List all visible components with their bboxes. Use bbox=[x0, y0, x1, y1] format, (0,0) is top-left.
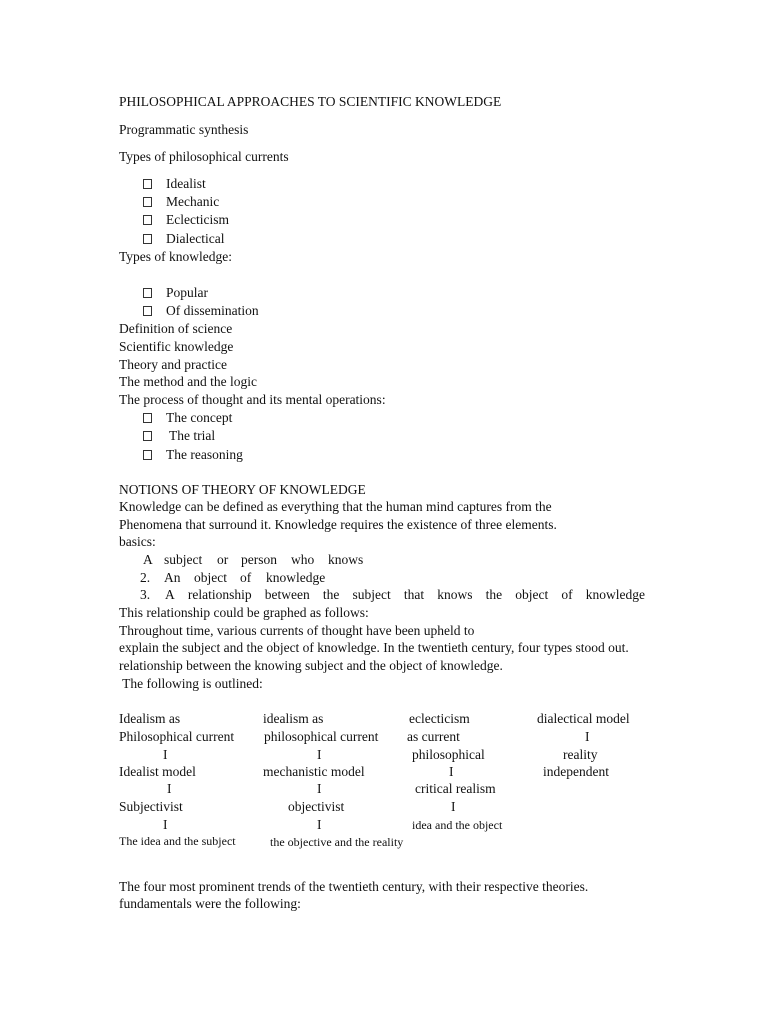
list-item-label: Eclecticism bbox=[166, 212, 229, 227]
list-item-label: Dialectical bbox=[166, 231, 225, 246]
list-item-label: The concept bbox=[166, 410, 233, 425]
list-item-label: Popular bbox=[166, 285, 208, 300]
element-word: who bbox=[291, 552, 315, 567]
bullet-box-icon bbox=[143, 215, 152, 225]
element-word: the bbox=[485, 587, 503, 602]
diagram-cell: mechanistic model bbox=[263, 764, 365, 779]
element-word: knowledge bbox=[585, 587, 645, 602]
paragraph-line: This relationship could be graphed as follows: bbox=[119, 605, 369, 620]
knowledge-types-heading: Types of knowledge: bbox=[119, 249, 233, 264]
element-word: relationship bbox=[187, 587, 252, 602]
diagram-cell: idealism as bbox=[263, 711, 324, 726]
element-word: object bbox=[194, 570, 227, 585]
element-word: An bbox=[164, 570, 181, 585]
diagram-cell: Idealist model bbox=[119, 764, 196, 779]
element-word: that bbox=[403, 587, 425, 602]
paragraph-line: The following is outlined: bbox=[119, 676, 263, 691]
diagram-connector: I bbox=[449, 764, 454, 779]
diagram-cell: objectivist bbox=[288, 799, 345, 814]
diagram-cell: Philosophical current bbox=[119, 729, 235, 744]
paragraph-line: basics: bbox=[119, 534, 156, 549]
topic-line: Theory and practice bbox=[119, 357, 227, 372]
element-word: object bbox=[515, 587, 549, 602]
bullet-box-icon bbox=[143, 179, 152, 189]
bullet-box-icon bbox=[143, 288, 152, 298]
diagram-cell: critical realism bbox=[415, 781, 496, 796]
bullet-box-icon bbox=[143, 413, 152, 423]
topic-line: Definition of science bbox=[119, 321, 233, 336]
element-number: 3. bbox=[140, 587, 151, 602]
paragraph-line: Phenomena that surround it. Knowledge requires the existence of three elements. bbox=[119, 517, 557, 532]
diagram-connector: I bbox=[317, 747, 322, 762]
list-item bbox=[0, 428, 400, 444]
bullet-box-icon bbox=[143, 197, 152, 207]
list-item bbox=[0, 447, 400, 463]
diagram-connector: I bbox=[163, 747, 168, 762]
diagram-connector: I bbox=[585, 729, 590, 744]
element-number: A bbox=[143, 552, 153, 567]
element-word: person bbox=[241, 552, 277, 567]
topic-line: Scientific knowledge bbox=[119, 339, 234, 354]
diagram-connector: I bbox=[317, 817, 322, 832]
diagram-cell: philosophical bbox=[412, 747, 485, 762]
element-word: knows bbox=[328, 552, 364, 567]
currents-heading: Types of philosophical currents bbox=[119, 149, 289, 164]
element-word: knowledge bbox=[266, 570, 326, 585]
element-word: subject bbox=[352, 587, 391, 602]
list-item bbox=[0, 303, 400, 319]
diagram-connector: I bbox=[317, 781, 322, 796]
diagram-cell: reality bbox=[563, 747, 598, 762]
list-item-label: Of dissemination bbox=[166, 303, 259, 318]
diagram-cell: eclecticism bbox=[409, 711, 470, 726]
element-word: of bbox=[240, 570, 252, 585]
section-heading: NOTIONS OF THEORY OF KNOWLEDGE bbox=[119, 482, 366, 497]
paragraph-line: Throughout time, various currents of thought have been upheld to bbox=[119, 623, 475, 638]
diagram-cell: independent bbox=[543, 764, 609, 779]
bullet-box-icon bbox=[143, 431, 152, 441]
bullet-box-icon bbox=[143, 306, 152, 316]
element-word: subject bbox=[164, 552, 203, 567]
element-word: or bbox=[217, 552, 229, 567]
list-item-label: The reasoning bbox=[166, 447, 243, 462]
diagram-connector: I bbox=[451, 799, 456, 814]
diagram-cell: the objective and the reality bbox=[270, 835, 404, 849]
element-word: between bbox=[264, 587, 310, 602]
paragraph-line: explain the subject and the object of knowledge. In the twentieth century, four types stood out. bbox=[119, 640, 629, 655]
paragraph-line: fundamentals were the following: bbox=[119, 896, 301, 911]
element-word: the bbox=[322, 587, 340, 602]
element-word: A bbox=[165, 587, 175, 602]
list-item bbox=[0, 285, 400, 301]
list-item bbox=[0, 410, 400, 426]
element-number: 2. bbox=[140, 570, 151, 585]
topic-line: The process of thought and its mental operations: bbox=[119, 392, 386, 407]
diagram-cell: philosophical current bbox=[264, 729, 379, 744]
list-item bbox=[0, 231, 400, 247]
document-title: PHILOSOPHICAL APPROACHES TO SCIENTIFIC KNOWLEDGE bbox=[119, 94, 502, 109]
diagram-cell: Idealism as bbox=[119, 711, 181, 726]
paragraph-line: The four most prominent trends of the twentieth century, with their respective theories. bbox=[119, 879, 589, 894]
topic-line: The method and the logic bbox=[119, 374, 257, 389]
list-item bbox=[0, 194, 400, 210]
bullet-box-icon bbox=[143, 234, 152, 244]
bullet-box-icon bbox=[143, 450, 152, 460]
diagram-cell: idea and the object bbox=[412, 818, 503, 832]
element-item bbox=[0, 587, 768, 603]
list-item bbox=[0, 176, 400, 192]
diagram-cell: The idea and the subject bbox=[119, 834, 236, 848]
diagram-connector: I bbox=[167, 781, 172, 796]
programmatic-synthesis-heading: Programmatic synthesis bbox=[119, 122, 249, 137]
element-word: knows bbox=[437, 587, 473, 602]
element-item bbox=[0, 570, 768, 586]
element-justified-line bbox=[165, 587, 645, 603]
list-item-label: Idealist bbox=[166, 176, 206, 191]
list-item bbox=[0, 212, 400, 228]
element-word: of bbox=[561, 587, 573, 602]
list-item-label: The trial bbox=[169, 428, 216, 443]
diagram-cell: Subjectivist bbox=[119, 799, 183, 814]
diagram-connector: I bbox=[163, 817, 168, 832]
paragraph-line: relationship between the knowing subject and the object of knowledge. bbox=[119, 658, 503, 673]
diagram-cell: as current bbox=[407, 729, 460, 744]
paragraph-line: Knowledge can be defined as everything that the human mind captures from the bbox=[119, 499, 552, 514]
element-item bbox=[0, 552, 768, 568]
list-item-label: Mechanic bbox=[166, 194, 220, 209]
diagram-cell: dialectical model bbox=[537, 711, 630, 726]
